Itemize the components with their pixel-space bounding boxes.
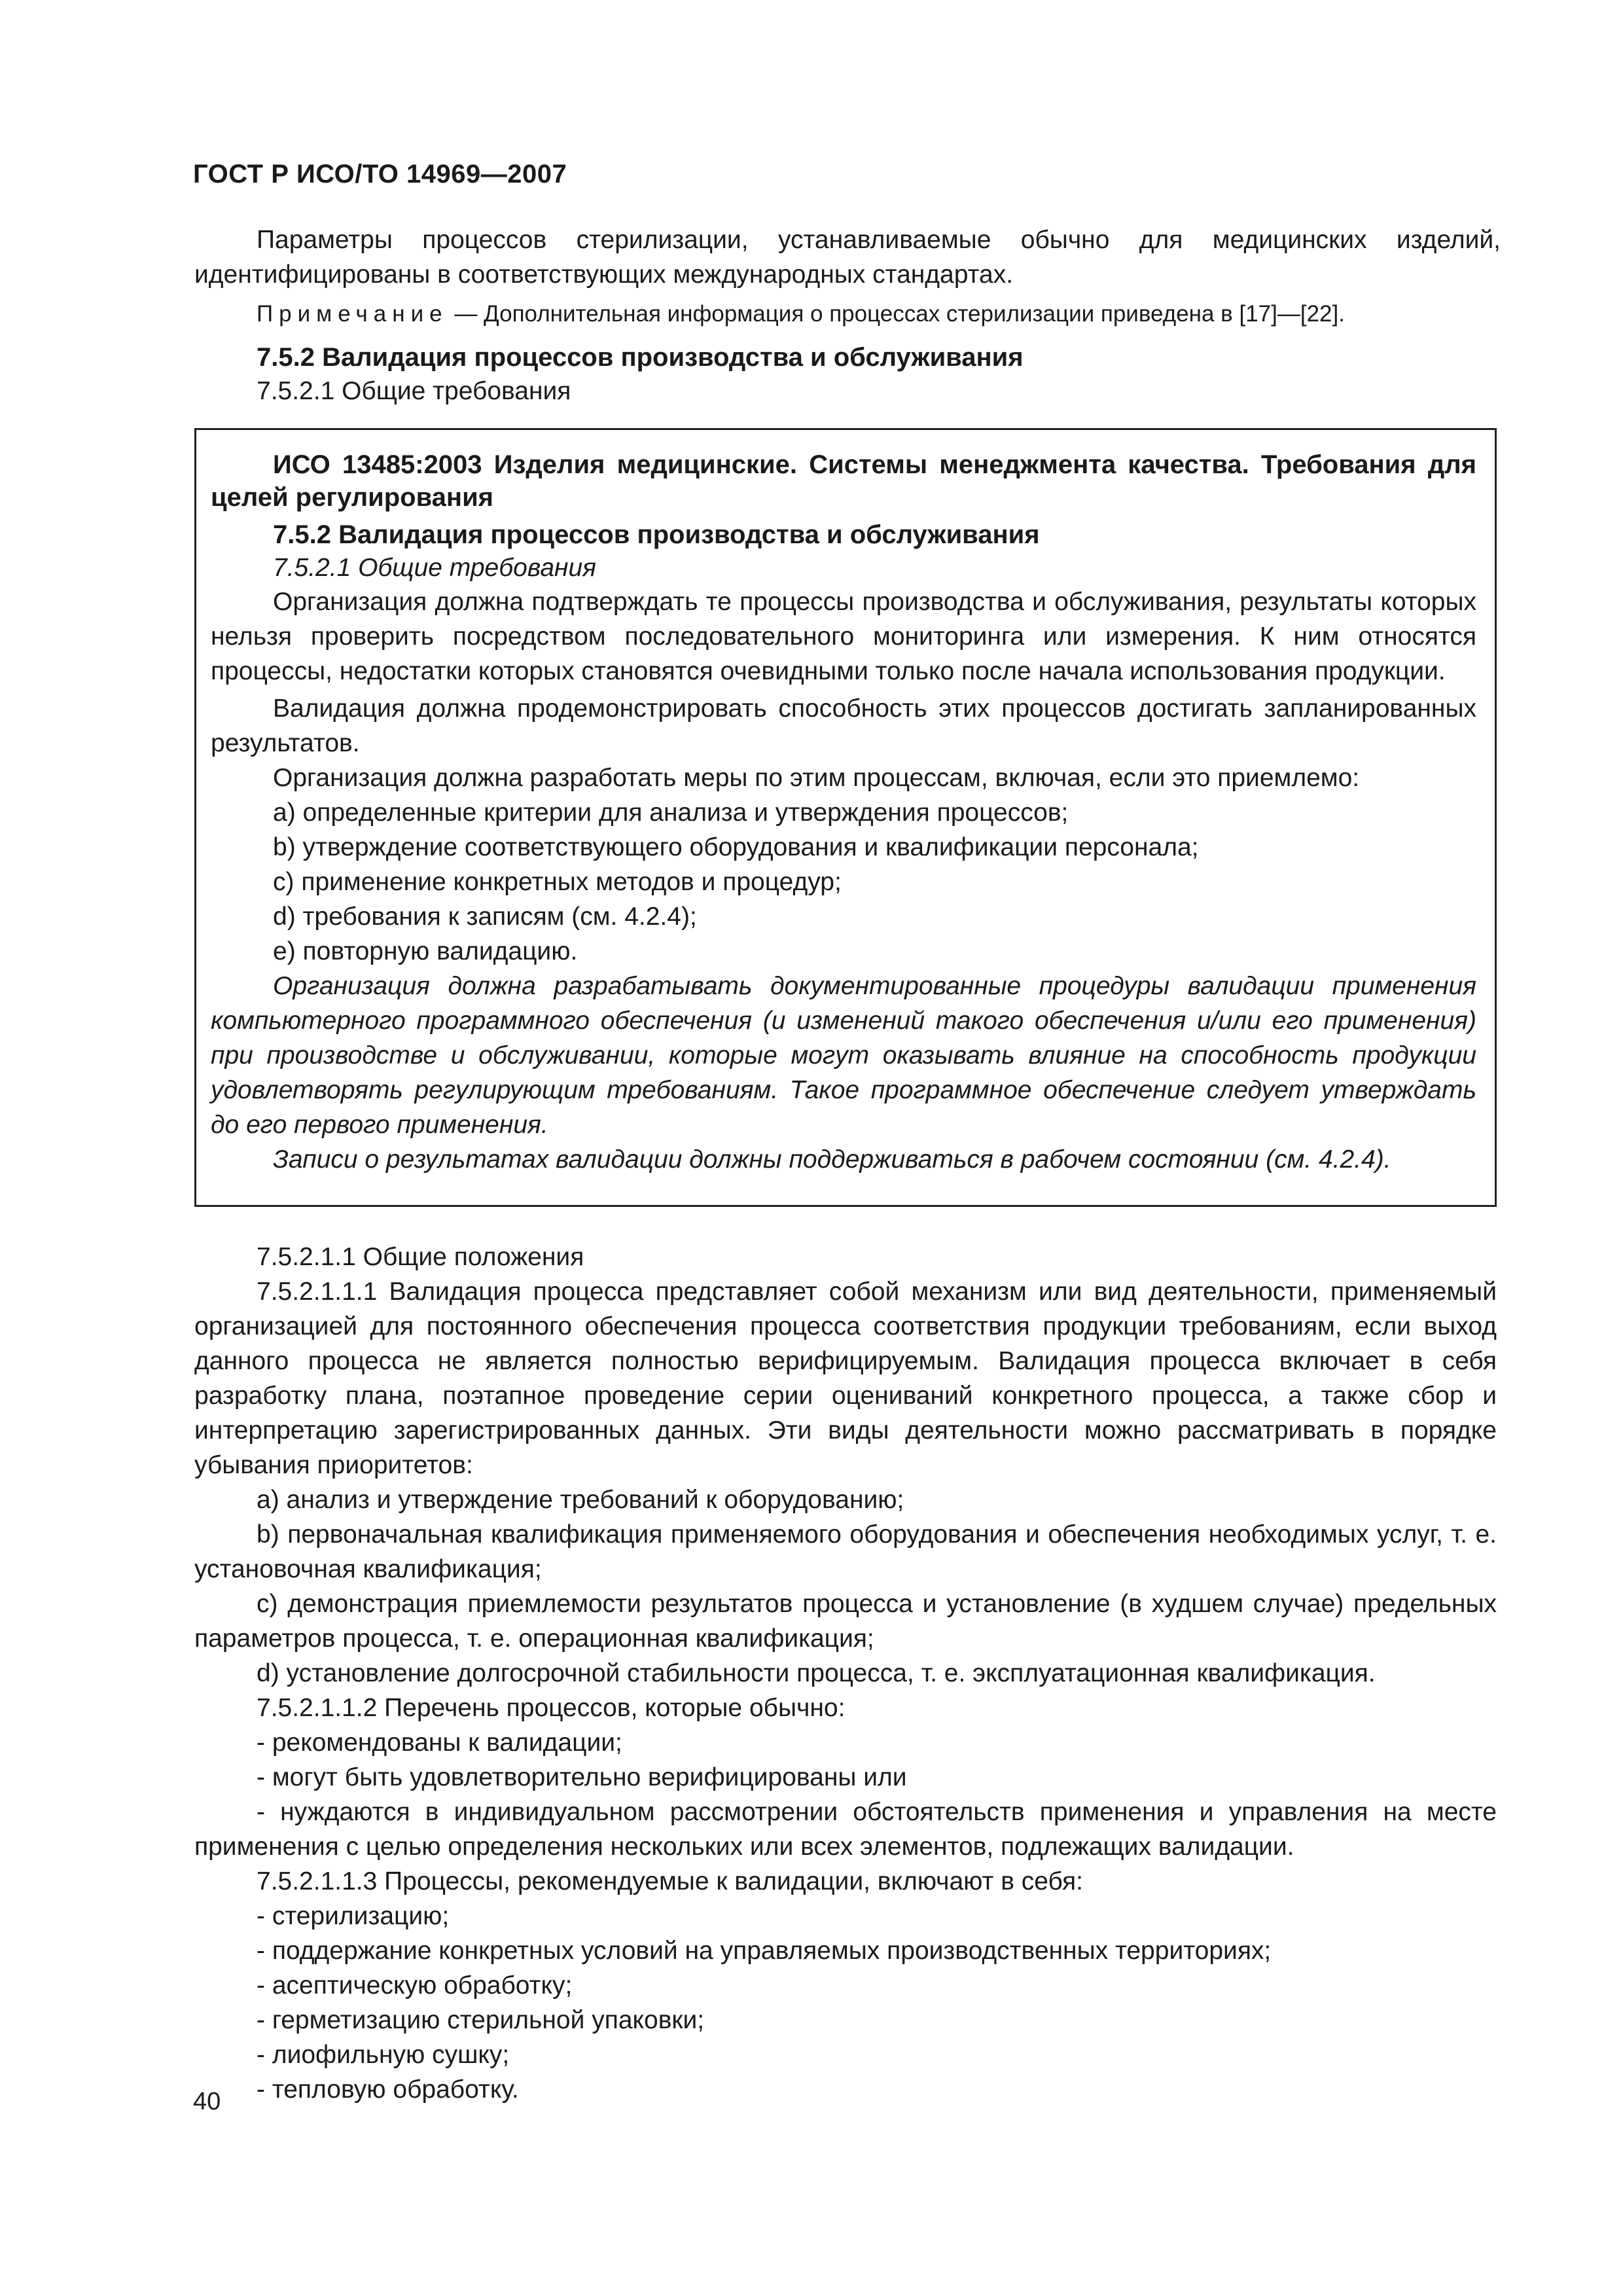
intro-paragraph: Параметры процессов стерилизации, устанавливаемые обычно для медицинских изделий, идентифицированы в соответствующих международных стандартах.	[194, 226, 1501, 289]
list-item: - лиофильную сушку;	[257, 2041, 510, 2069]
box-paragraph-5: Записи о результатах валидации должны поддерживаться в рабочем состоянии (см. 4.2.4).	[273, 1145, 1391, 1174]
box-list-item: c) применение конкретных методов и процедур;	[273, 868, 842, 896]
list-item: - стерилизацию;	[257, 1902, 450, 1930]
intro-section	[194, 223, 1501, 408]
clause-7-5-2-1-1-2: 7.5.2.1.1.2 Перечень процессов, которые обычно:	[257, 1694, 846, 1722]
document-header-title: ГОСТ Р ИСО/ТО 14969—2007	[193, 160, 567, 188]
clause-7-5-2-1-1: 7.5.2.1.1 Общие положения	[257, 1243, 584, 1271]
box-paragraph-2: Валидация должна продемонстрировать способность этих процессов достигать запланированных результатов.	[211, 694, 1476, 757]
note-label: Примечание	[257, 301, 448, 327]
box-list-item: a) определенные критерии для анализа и утверждения процессов;	[273, 798, 1069, 827]
section-heading: 7.5.2 Валидация процессов производства и обслуживания	[257, 343, 1024, 372]
list-item: - тепловую обработку.	[257, 2075, 519, 2104]
list-item: d) установление долгосрочной стабильности процесса, т. е. эксплуатационная квалификация.	[257, 1659, 1376, 1687]
note-text: — Дополнительная информация о процессах стерилизации приведена в [17]—[22].	[448, 301, 1345, 327]
box-paragraph-3: Организация должна разработать меры по этим процессам, включая, если это приемлемо:	[273, 764, 1360, 792]
box-list-item: b) утверждение соответствующего оборудования и квалификации персонала;	[273, 833, 1199, 861]
box-paragraph-1: Организация должна подтверждать те процессы производства и обслуживания, результаты которых нельзя проверить посредством последовательного мониторинга или измерения. К ним относятся процессы, недостатки которых становятся очевидными только после начала использования продукции.	[211, 588, 1476, 685]
list-item: a) анализ и утверждение требований к оборудованию;	[257, 1486, 904, 1514]
list-item: - поддержание конкретных условий на управляемых производственных территориях;	[257, 1937, 1272, 1965]
list-item: b) первоначальная квалификация применяемого оборудования и обеспечения необходимых услуг, т. е. установочная квалификация;	[194, 1520, 1497, 1583]
box-list-item: d) требования к записям (см. 4.2.4);	[273, 903, 697, 931]
section-subheading: 7.5.2.1 Общие требования	[257, 377, 571, 405]
note	[194, 297, 1501, 331]
box-list-item: e) повторную валидацию.	[273, 937, 578, 965]
list-item: - асептическую обработку;	[257, 1971, 573, 2000]
body-section	[194, 1240, 1497, 2107]
list-item: - рекомендованы к валидации;	[257, 1729, 622, 1757]
box-subheading: 7.5.2.1 Общие требования	[273, 554, 597, 582]
list-item: - нуждаются в индивидуальном рассмотрении обстоятельств применения и управления на месте применения с целью определения нескольких или всех элементов, подлежащих валидации.	[194, 1798, 1497, 1861]
iso-quote-box	[194, 428, 1497, 1207]
page-number: 40	[193, 2088, 221, 2115]
box-heading: 7.5.2 Валидация процессов производства и обслуживания	[273, 520, 1040, 549]
list-item: - герметизацию стерильной упаковки;	[257, 2006, 705, 2034]
box-paragraph-4: Организация должна разрабатывать документированные процедуры валидации применения компьютерного программного обеспечения (и изменений такого обеспечения и/или его применения) при производстве и обслуживании, которые могут оказывать влияние на способность продукции удовлетворять регулирующим требованиям. Такое программное обеспечение следует утверждать до его первого применения.	[211, 972, 1476, 1139]
list-item: c) демонстрация приемлемости результатов процесса и установление (в худшем случае) предельных параметров процесса, т. е. операционная квалификация;	[194, 1590, 1497, 1653]
clause-7-5-2-1-1-3: 7.5.2.1.1.3 Процессы, рекомендуемые к валидации, включают в себя:	[257, 1867, 1083, 1895]
clause-7-5-2-1-1-1: 7.5.2.1.1.1 Валидация процесса представляет собой механизм или вид деятельности, применяемый организацией для постоянного обеспечения процесса соответствия продукции требованиям, если выход данного процесса не является полностью верифицируемым. Валидация процесса включает в себя разработку плана, поэтапное проведение серии оцениваний конкретного процесса, а также сбор и интерпретацию зарегистрированных данных. Эти виды деятельности можно рассматривать в порядке убывания приоритетов:	[194, 1278, 1497, 1479]
box-title: ИСО 13485:2003 Изделия медицинские. Системы менеджмента качества. Требования для целей регулирования	[211, 450, 1476, 512]
list-item: - могут быть удовлетворительно верифицированы или	[257, 1763, 907, 1791]
